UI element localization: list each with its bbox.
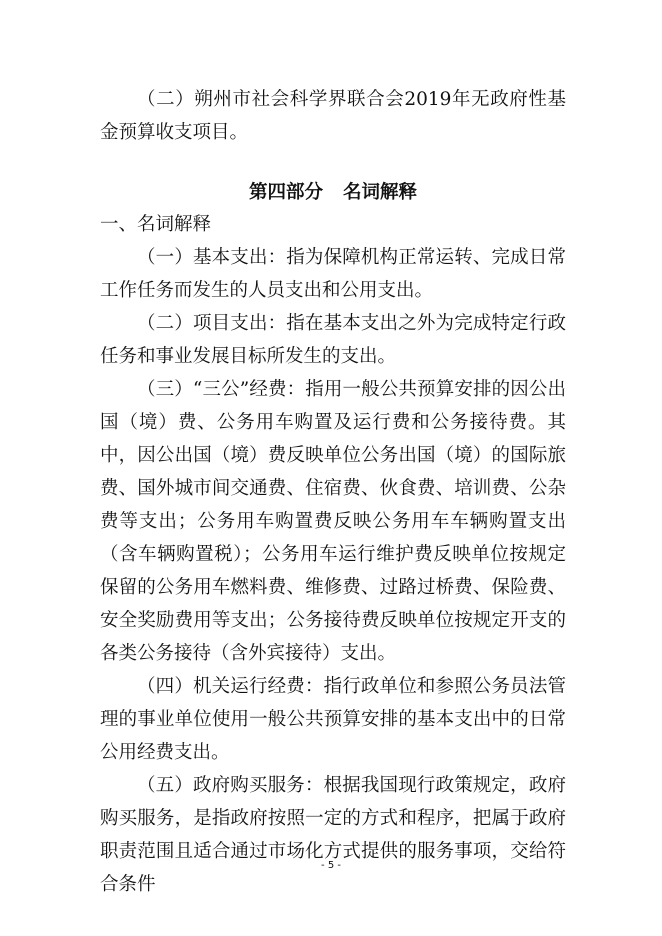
definition-paragraph: （一）基本支出：指为保障机构正常运转、完成日常工作任务而发生的人员支出和公用支出。 xyxy=(100,247,566,301)
section-heading xyxy=(100,176,566,209)
definitions-block xyxy=(100,208,566,901)
definition-paragraph: （五）政府购买服务：根据我国现行政策规定，政府购买服务，是指政府按照一定的方式和程序，把属于政府职责范围且适合通过市场化方式提供的服务事项，交给符合条件 xyxy=(100,775,566,895)
definition-paragraph: （三）“三公”经费：指用一般公共预算安排的因公出国（境）费、公务用车购置及运行费和公务接待费。其中，因公出国（境）费反映单位公务出国（境）的国际旅费、国外城市间交通费、住宿费、伙食费、培训费、公杂费等支出；公务用车购置费反映公务用车车辆购置支出（含车辆购置税）；公务用车运行维护费反映单位按规定保留的公务用车燃料费、维修费、过路过桥费、保险费、安全奖励费用等支出；公务接待费反映单位按规定开支的各类公务接待（含外宾接待）支出。 xyxy=(100,379,566,664)
definition-paragraph: （二）项目支出：指在基本支出之外为完成特定行政任务和事业发展目标所发生的支出。 xyxy=(100,313,566,367)
intro-block xyxy=(100,83,566,149)
subheading: 一、名词解释 xyxy=(100,214,212,235)
definition-paragraph: （四）机关运行经费：指行政单位和参照公务员法管理的事业单位使用一般公共预算安排的基本支出中的日常公用经费支出。 xyxy=(100,676,566,763)
section-heading-title: 名词解释 xyxy=(343,182,418,203)
intro-paragraph: （二）朔州市社会科学界联合会2019年无政府性基金预算收支项目。 xyxy=(100,89,566,143)
page-number: - 5 - xyxy=(321,860,341,871)
section-heading-part: 第四部分 xyxy=(248,182,323,203)
